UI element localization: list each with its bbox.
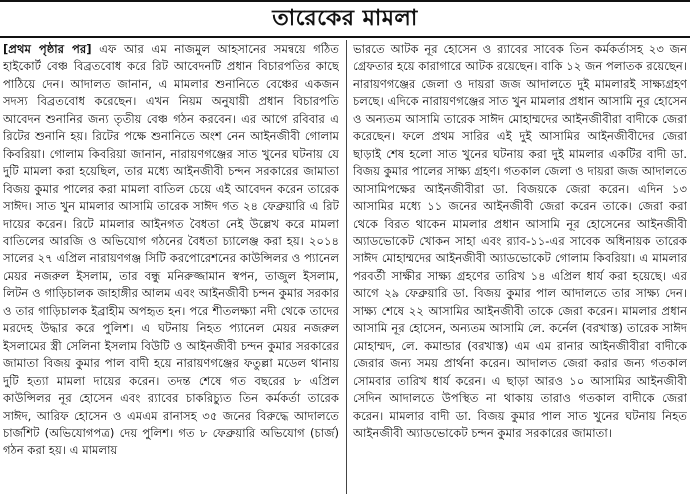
column-right-text: ভারতে আটক নূর হোসেন ও র‌্যাবের সাবেক তিন কর্মকর্তাসহ ২৩ জন গ্রেফতার হয়ে কারাগারে আটক রয়েছেন। বাকি ১২ জন পলাতক রয়েছেন। নারায়ণগঞ্জের জেলা ও দায়রা জজ আদালতে দুই মামলারই সাক্ষ্যগ্রহণ চলছে। এদিকে নারায়ণগঞ্জের সাত খুন মামলার প্রধান আসামি নূর হোসেন ও অন্যতম আসামি তারেক সাঈদ মোহাম্মদের আইনজীবীরা বাদীকে জেরা করেছেন। ফলে প্রথম সারির এই দুই আসামির আইনজীবীদের জেরা ছাড়াই শেষ হলো সাত খুনের ঘটনায় করা দুই মামলার একটির বাদী ডা. বিজয় কুমার পালের সাক্ষ্য গ্রহণ। গতকাল জেলা ও দায়রা জজ আদালতে আসামিপক্ষের আইনজীবীরা ডা. বিজয়কে জেরা করেন। এদিন ১৩ আসামির মধ্যে ১১ জনের আইনজীবী জেরা করেন তাকে। জেরা করা থেকে বিরত থাকেন মামলার প্রধান আসামি নূর হোসেনের আইনজীবী অ্যাডভোকেট খোকন সাহা এবং র‌্যাব-১১-এর সাবেক অধিনায়ক তারেক সাঈদ মোহাম্মদের আইনজীবী অ্যাডভোকেট গোলাম কিবরিয়া। এ মামলার পরবর্তী সাক্ষীর সাক্ষ্য গ্রহণের তারিখ ১৪ এপ্রিল ধার্য করা হয়েছে। এর আগে ২৯ ফেব্রুয়ারি ডা. বিজয় কুমার পাল আদালতে তার সাক্ষ্য দেন। সাক্ষ্য শেষে ২২ আসামির আইনজীবী তাকে জেরা করেন। মামলার প্রধান আসামি নূর হোসেন, অন্যতম আসামি লে. কর্নেল (বরখাস্ত) তারেক সাঈদ মোহাম্মদ, লে. কমান্ডার (বরখাস্ত) এম এম রানার আইনজীবীরা বাদীকে জেরার জন্য সময় প্রার্থনা করেন। আদালত জেরা করার জন্য গতকাল সোমবার তারিখ ধার্য করেন। এ ছাড়া আরও ১০ আসামির আইনজীবী সেদিন আদালতে উপস্থিত না থাকায় তারাও গতকাল বাদীকে জেরা করেন। মামলার বাদী ডা. বিজয় কুমার পাল সাত খুনের ঘটনায় নিহত আইনজীবী অ্যাডভোকেট চন্দন কুমার সরকারের জামাতা। bbox=[353, 42, 687, 440]
column-left-text: এফ আর এম নাজমুল আহসানের সমন্বয়ে গঠিত হাইকোর্ট বেঞ্চ বিব্রতবোধ করে রিট আবেদনটি প্রধান বিচারপতির কাছে পাঠিয়ে দেন। আদালত জানান, এ মামলার শুনানিতে বেঞ্চের একজন সদস্য বিব্রতবোধ করেছেন। এখন নিয়ম অনুযায়ী প্রধান বিচারপতি আবেদন শুনানির জন্য তৃতীয় বেঞ্চ গঠন করবেন। এর আগে রবিবার এ রিটের শুনানি হয়। রিটের পক্ষে শুনানিতে অংশ নেন আইনজীবী গোলাম কিবরিয়া। গোলাম কিবরিয়া জানান, নারায়ণগঞ্জের সাত খুনের ঘটনায় যে দুটি মামলা করা হয়েছিল, তার মধ্যে আইনজীবী চন্দন সরকারের জামাতা বিজয় কুমার পালের করা মামলা বাতিল চেয়ে এই আবেদন করেন তারেক সাঈদ। সাত খুন মামলার আসামি তারেক সাঈদ গত ২৪ ফেব্রুয়ারি এ রিট দায়ের করেন। রিটে মামলার আইনগত বৈধতা নেই উল্লেখ করে মামলা বাতিলের আরজি ও অভিযোগ গঠনের বৈধতা চ্যালেঞ্জ করা হয়। ২০১৪ সালের ২৭ এপ্রিল নারায়ণগঞ্জ সিটি করপোরেশনের কাউন্সিলর ও প্যানেল মেয়র নজরুল ইসলাম, তার বন্ধু মনিরুজ্জামান স্বপন, তাজুল ইসলাম, লিটন ও গাড়িচালক জাহাঙ্গীর আলম এবং আইনজীবী চন্দন কুমার সরকার ও তার গাড়িচালক ইব্রাহীম অপহৃত হন। পরে শীতলক্ষ্যা নদী থেকে তাদের মরদেহ উদ্ধার করে পুলিশ। এ ঘটনায় নিহত প্যানেল মেয়র নজরুল ইসলামের স্ত্রী সেলিনা ইসলাম বিউটি ও আইনজীবী চন্দন কুমার সরকারের জামাতা বিজয় কুমার পাল বাদী হয়ে নারায়ণগঞ্জের ফতুল্লা মডেল থানায় দুটি হত্যা মামলা দায়ের করেন। তদন্ত শেষে গত বছরের ৮ এপ্রিল কাউন্সিলর নূর হোসেন এবং র‌্যাবের চাকরিচ্যুত তিন কর্মকর্তা তারেক সাঈদ, আরিফ হোসেন ও এমএম রানাসহ ৩৫ জনের বিরুদ্ধে আদালতে চার্জশিট (অভিযোগপত্র) দেয় পুলিশ। গত ৮ ফেব্রুয়ারি অভিযোগ (চার্জ) গঠন করা হয়। এ মামলায় bbox=[3, 42, 339, 458]
headline: তারেকের মামলা bbox=[272, 5, 418, 31]
headline-rule bbox=[0, 36, 690, 38]
article-column-left bbox=[3, 41, 339, 498]
column-divider bbox=[346, 40, 347, 494]
article-column-right bbox=[353, 41, 687, 498]
column-left-paragraph bbox=[3, 41, 339, 460]
continuation-kicker: [প্রথম পৃষ্ঠার পর] bbox=[3, 42, 92, 56]
